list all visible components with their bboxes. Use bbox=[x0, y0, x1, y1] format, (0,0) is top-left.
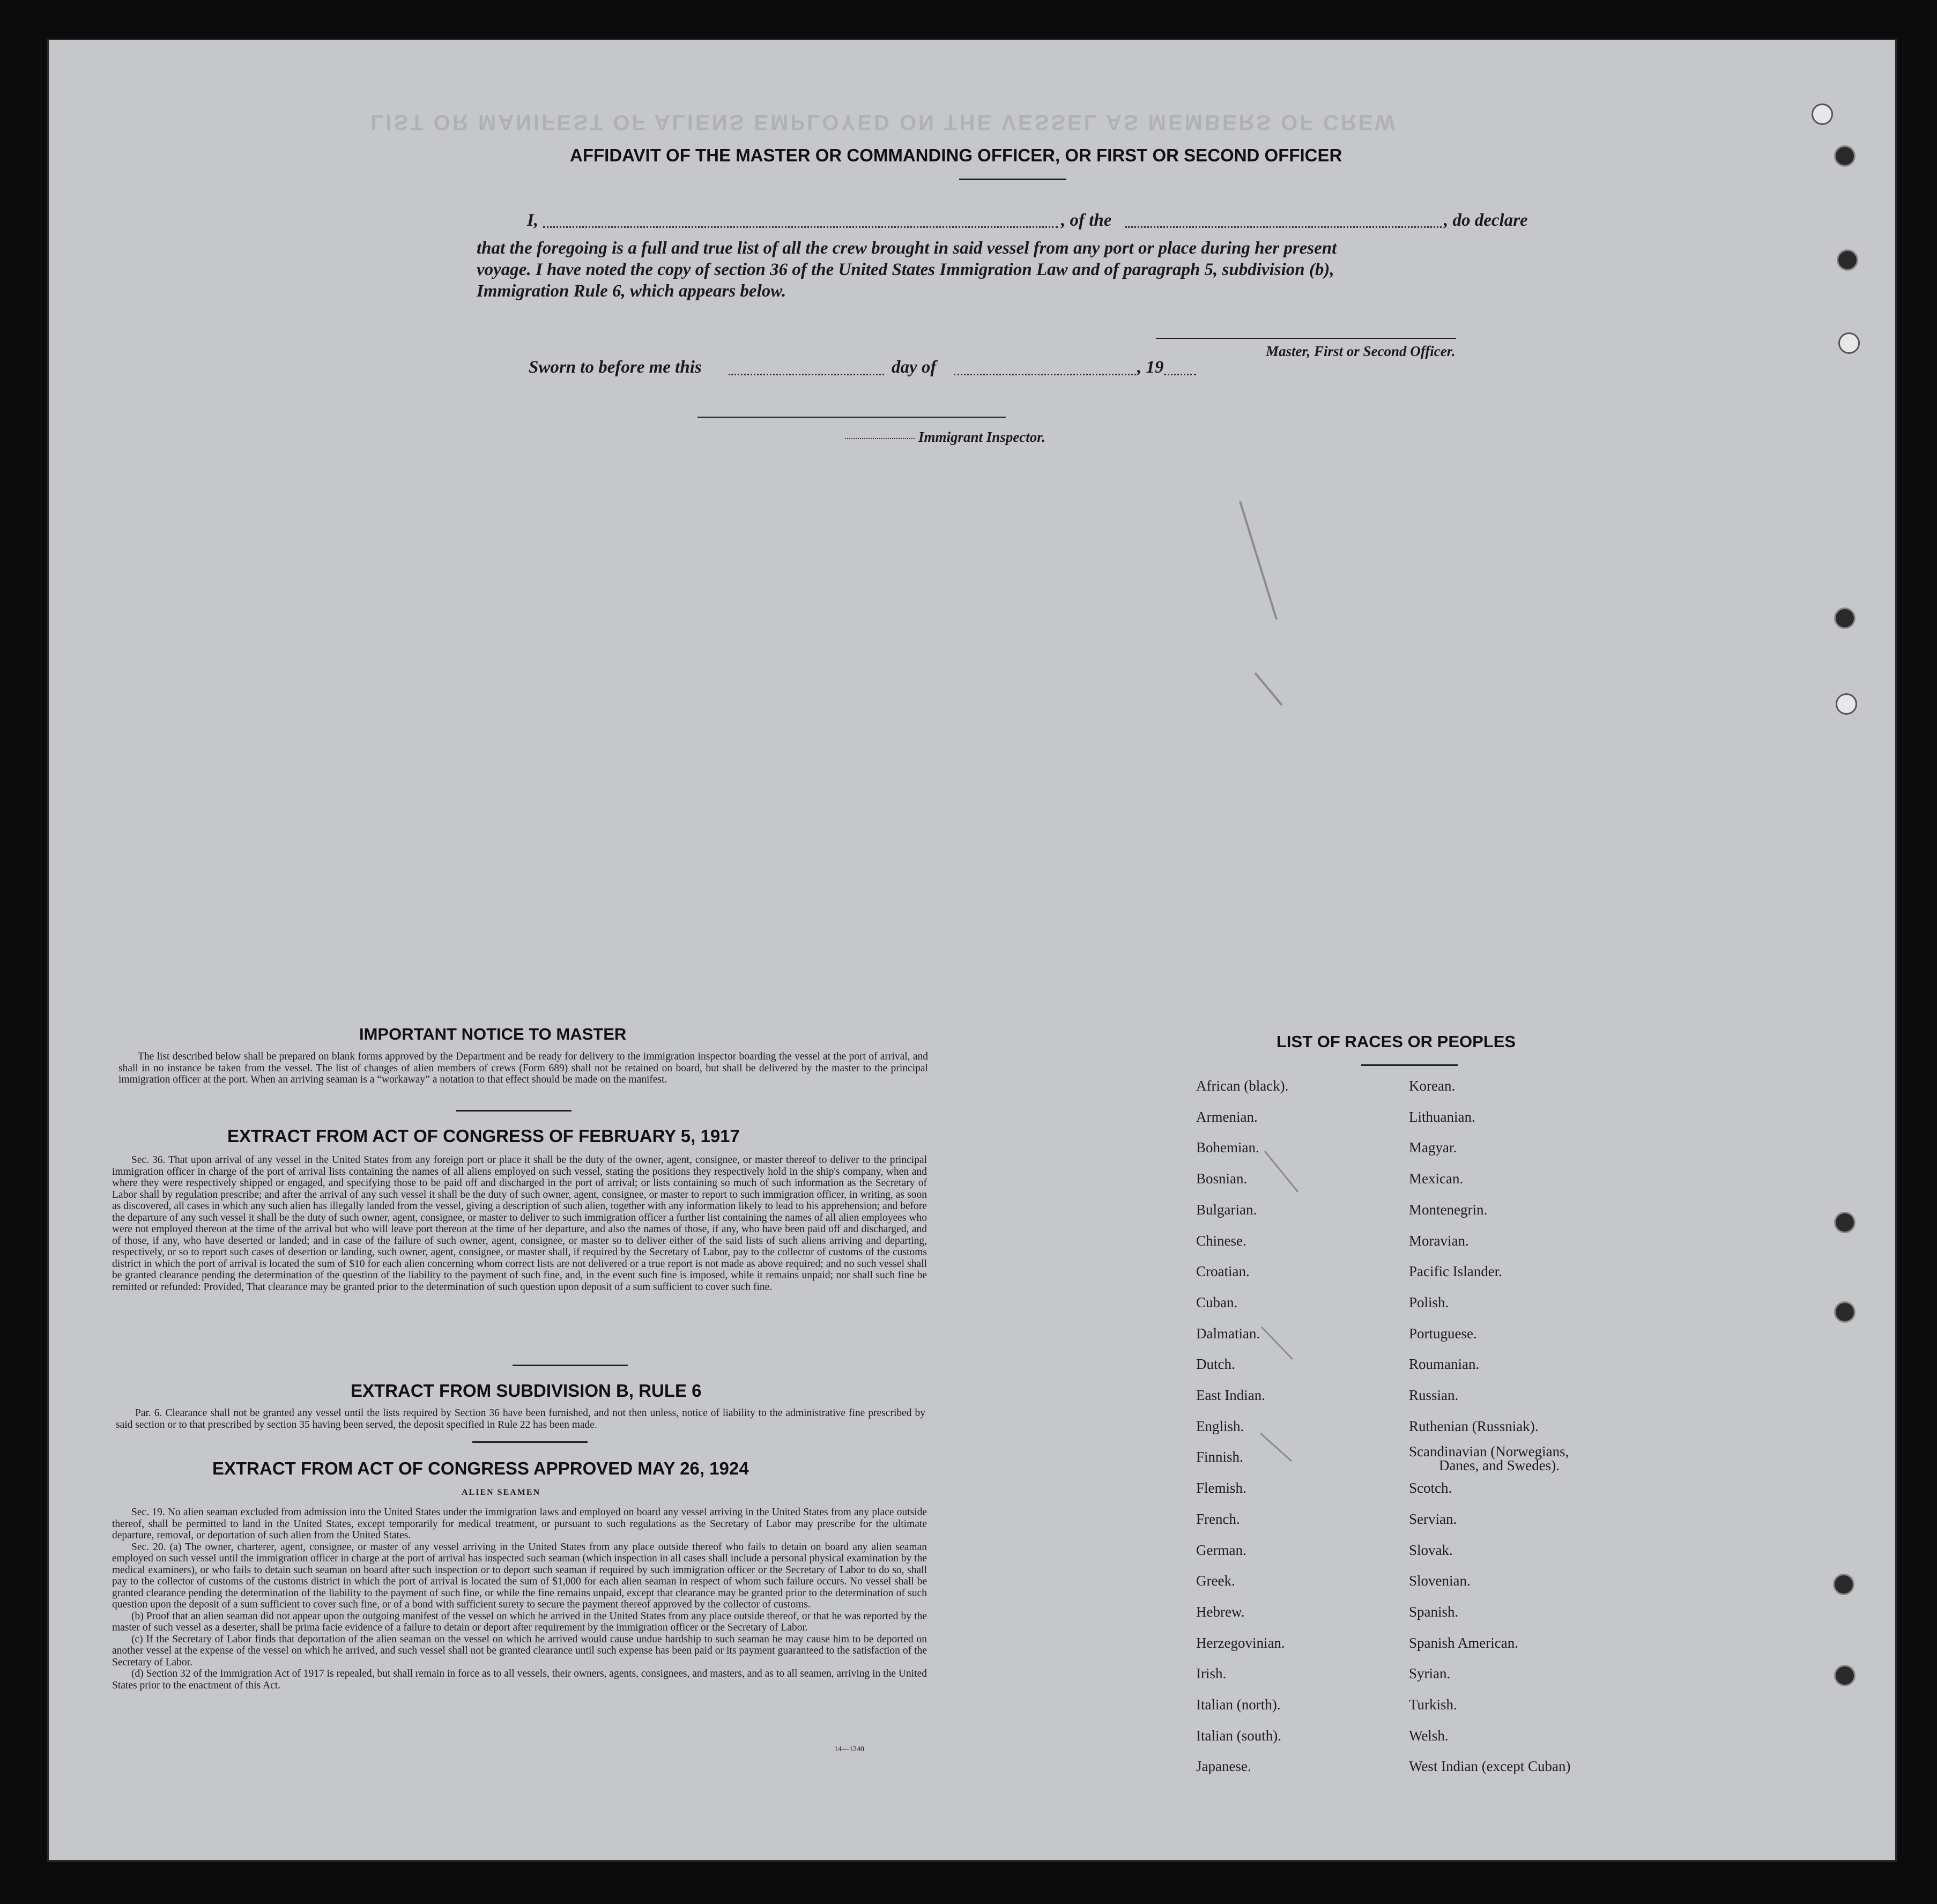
race-col1-item: Italian (north). bbox=[1196, 1696, 1281, 1713]
race-col2-item: Servian. bbox=[1409, 1510, 1457, 1527]
race-col2-item: Ruthenian (Russniak). bbox=[1409, 1418, 1539, 1434]
race-col2-item: Syrian. bbox=[1409, 1665, 1451, 1682]
race-col1-item: Flemish. bbox=[1196, 1480, 1246, 1496]
race-col2-item: Slovenian. bbox=[1409, 1573, 1471, 1589]
race-col1-item: Bosnian. bbox=[1196, 1170, 1248, 1187]
section-divider bbox=[472, 1441, 588, 1443]
section-divider bbox=[513, 1365, 628, 1366]
race-col1-item: Japanese. bbox=[1196, 1758, 1251, 1775]
race-col1-item: German. bbox=[1196, 1542, 1246, 1558]
section-divider bbox=[456, 1110, 572, 1112]
master-signature-caption: Master, First or Second Officer. bbox=[1266, 343, 1456, 359]
race-col2-item: Pacific Islander. bbox=[1409, 1263, 1502, 1280]
sworn-label: Sworn to before me this bbox=[529, 358, 702, 377]
race-col2-item: Magyar. bbox=[1409, 1139, 1457, 1156]
race-col2-item: Welsh. bbox=[1409, 1727, 1449, 1744]
race-col2-item: Moravian. bbox=[1409, 1232, 1469, 1249]
race-col2-item: Roumanian. bbox=[1409, 1356, 1480, 1373]
race-col2-item: Polish. bbox=[1409, 1294, 1449, 1310]
race-col1-item: Armenian. bbox=[1196, 1108, 1258, 1125]
race-col1-item: French. bbox=[1196, 1510, 1240, 1527]
sec-20d-paragraph: (d) Section 32 of the Immigration Act of 1917 is repealed, but shall remain in force as to all vessels, their owners, agents, consignees, and masters, and as to all seamen, arriving in the United States prior to the enactment of this Act. bbox=[112, 1668, 927, 1691]
race-col1-item: Greek. bbox=[1196, 1573, 1235, 1589]
affidavit-line-3: voyage. I have noted the copy of section 36 of the United States Immigration Law and of paragraph 5, subdivision (b), bbox=[477, 260, 1334, 279]
bleed-through-header: LIST OR MANIFEST OF ALIENS EMPLOYED ON THE VESSEL AS MEMBERS OF CREW bbox=[370, 110, 1398, 134]
races-divider bbox=[1361, 1064, 1458, 1066]
race-col2-item: Scotch. bbox=[1409, 1480, 1452, 1496]
extract-1917-title: EXTRACT FROM ACT OF CONGRESS OF FEBRUARY 5, 1917 bbox=[227, 1126, 740, 1146]
affidavit-i-label: I, bbox=[527, 211, 539, 230]
rule6-paragraph: Par. 6. Clearance shall not be granted any vessel until the lists required by Section 36 have been furnished, and not then unless, notice of liability to the administrative fine prescribed by said section or to that prescribed by section 35 having been served, the deposit specified in Rule 22 has been made. bbox=[116, 1407, 925, 1431]
race-col1-item: Irish. bbox=[1196, 1665, 1227, 1682]
extract-rule6-title: EXTRACT FROM SUBDIVISION B, RULE 6 bbox=[351, 1381, 702, 1401]
year-label: , 19 bbox=[1137, 358, 1164, 377]
race-col1-item: Chinese. bbox=[1196, 1232, 1246, 1249]
race-col1-item: Cuban. bbox=[1196, 1294, 1238, 1310]
alien-seamen-subtitle: ALIEN SEAMEN bbox=[462, 1488, 541, 1497]
extract-rule6-text bbox=[116, 1407, 925, 1431]
race-col1-item: English. bbox=[1196, 1418, 1244, 1434]
section-36-paragraph: Sec. 36. That upon arrival of any vessel in the United States from any foreign port or place it shall be the duty of the owner, agent, consignee, or master thereof to deliver to the principal immigration officer in charge of the port of arrival lists containing the names of all aliens employed on such vessel, stating the positions they respectively hold in the ship's company, when and where they were respectively shipped or engaged, and specifying those to be paid off and discharged in the port of arrival; or lists containing so much of such information as the Secretary of Labor shall by regulation prescribe; and after the arrival of any such vessel it shall be the duty of such owner, agent, consignee, or master to report to such immigration officer, in writing, as soon as discovered, all cases in which any such alien has illegally landed from the vessel, giving a description of such alien, together with any information likely to lead to his apprehension; and before the departure of any such vessel it shall be the duty of such owner, agent, consignee, or master to deliver to such immigration officer a further list containing the names of all alien employees who were not employed thereon at the time of the arrival but who will leave port thereon at the time of her departure, and also the names of those, if any, who have been paid off and discharged, and of those, if any, who have deserted or landed; and in case of the failure of such owner, agent, consignee, or master so to deliver either of the said lists of such aliens arriving and departing, respectively, or so to report such cases of desertion or landing, such owner, agent, consignee, or master shall, if required by the Secretary of Labor, pay to the collector of customs of the customs district in which the port of arrival is located the sum of $10 for each alien concerning whom correct lists are not delivered or a true report is not made as above required; and no such vessel shall be granted clearance pending the determination of the question of the liability to the payment of such fine, and, in the event such fine is imposed, while it remains unpaid; nor shall such fine be remitted or refunded: Provided, That clearance may be granted prior to the determination of such question upon deposit of a sum sufficient to cover such fine. bbox=[112, 1154, 927, 1293]
affidavit-line-4: Immigration Rule 6, which appears below. bbox=[477, 281, 786, 301]
race-col1-item: East Indian. bbox=[1196, 1387, 1265, 1403]
sec-20a-paragraph: Sec. 20. (a) The owner, charterer, agent, consignee, or master of any vessel arriving in the United States from any place outside thereof who fails to detain on board any alien seaman employed on such vessel until the immigration officer in charge at the port of arrival has inspected such seaman (which inspection in all cases shall include a personal physical examination by the medical examiners), or who fails to detain such seaman on board after such inspection or to deport such seaman if required by such immigration officer or the Secretary of Labor to do so, shall pay to the collector of customs of the customs district in which the port of arrival is located the sum of $1,000 for each alien seaman in respect of whom such failure occurs. No vessel shall be granted clearance pending the determination of the liability to the payment of such fine, or while the fine remains unpaid, except that clearance may be granted prior to the determination of such question upon the deposit of a sum sufficient to cover such fine, or of a bond with sufficient surety to secure the payment thereof approved by the collector of customs. bbox=[112, 1541, 927, 1610]
race-col1-item: Dalmatian. bbox=[1196, 1325, 1260, 1342]
race-col1-item: Herzegovinian. bbox=[1196, 1634, 1285, 1651]
race-col2-item: Korean. bbox=[1409, 1078, 1456, 1094]
race-col2-item: Montenegrin. bbox=[1409, 1201, 1488, 1218]
races-title: LIST OF RACES OR PEOPLES bbox=[1277, 1032, 1516, 1051]
race-col2-item: Mexican. bbox=[1409, 1170, 1464, 1187]
race-col1-item: Hebrew. bbox=[1196, 1603, 1245, 1620]
race-col1-item: Bohemian. bbox=[1196, 1139, 1259, 1156]
race-col2-item: Portuguese. bbox=[1409, 1325, 1477, 1342]
race-col2-item: Lithuanian. bbox=[1409, 1108, 1475, 1125]
notice-paragraph: The list described below shall be prepared on blank forms approved by the Department and be ready for delivery to the immigration inspector boarding the vessel at the port of arrival, and shall in no instance be taken from the vessel. The list of changes of alien members of crews (Form 689) shall not be retained on board, but shall be delivered by the master to the principal immigration officer at the port. When an arriving seaman is a “workaway” a notation to that effect should be made on the manifest. bbox=[118, 1051, 928, 1085]
race-col1-item: Bulgarian. bbox=[1196, 1201, 1257, 1218]
sec-19-paragraph: Sec. 19. No alien seaman excluded from admission into the United States under the immigration laws and employed on board any vessel arriving in the United States from any place outside thereof, shall be permitted to land in the United States, except temporarily for medical treatment, or pursuant to such regulations as the Secretary of Labor may prescribe for the ultimate departure, removal, or deportation of such alien from the United States. bbox=[112, 1507, 927, 1541]
extract-1924-title: EXTRACT FROM ACT OF CONGRESS APPROVED MAY 26, 1924 bbox=[212, 1458, 749, 1478]
race-col1-item: Dutch. bbox=[1196, 1356, 1235, 1373]
sec-20b-paragraph: (b) Proof that an alien seaman did not appear upon the outgoing manifest of the vessel on which he arrived in the United States from any place outside thereof, or that he was reported by the master of such vessel as a deserter, shall be prima facie evidence of a failure to detain or deport after requirement by the immigration officer or the Secretary of Labor. bbox=[112, 1610, 927, 1633]
race-col2-item: West Indian (except Cuban) bbox=[1409, 1758, 1571, 1775]
affidavit-line-2: that the foregoing is a full and true list of all the crew brought in said vessel from any port or place during her present bbox=[477, 239, 1337, 258]
race-col1-item: Finnish. bbox=[1196, 1449, 1243, 1465]
race-col2-item: Russian. bbox=[1409, 1387, 1459, 1403]
race-col1-item: Croatian. bbox=[1196, 1263, 1250, 1280]
notice-title: IMPORTANT NOTICE TO MASTER bbox=[359, 1025, 627, 1043]
notice-text bbox=[118, 1051, 928, 1086]
extract-1917-text bbox=[112, 1154, 927, 1293]
race-col2-item: Turkish. bbox=[1409, 1696, 1457, 1713]
race-col2-item: Scandinavian (Norwegians, Danes, and Swedes). bbox=[1409, 1443, 1569, 1474]
race-col1-item: African (black). bbox=[1196, 1078, 1289, 1094]
affidavit-do-declare: , do declare bbox=[1444, 211, 1528, 230]
race-col2-item: Slovak. bbox=[1409, 1542, 1453, 1558]
inspector-caption: Immigrant Inspector. bbox=[918, 429, 1046, 445]
affidavit-of-the: , of the bbox=[1061, 211, 1112, 230]
race-col2-item: Spanish American. bbox=[1409, 1634, 1518, 1651]
extract-1924-text bbox=[112, 1507, 927, 1691]
race-col2-item: Spanish. bbox=[1409, 1603, 1459, 1620]
affidavit-title: AFFIDAVIT OF THE MASTER OR COMMANDING OFFICER, OR FIRST OR SECOND OFFICER bbox=[570, 145, 1342, 165]
race-col1-item: Italian (south). bbox=[1196, 1727, 1281, 1744]
form-number: 14—1240 bbox=[834, 1745, 864, 1753]
day-of-label: day of bbox=[892, 358, 937, 377]
sec-20c-paragraph: (c) If the Secretary of Labor finds that deportation of the alien seaman on the vessel on which he arrived would cause undue hardship to such seaman he may cause him to be deported on another vessel at the expense of the vessel on which he arrived, and such vessel shall not be granted clearance until such expense has been paid or its payment guaranteed to the satisfaction of the Secretary of Labor. bbox=[112, 1633, 927, 1668]
manifest-sheet bbox=[47, 39, 1897, 1862]
